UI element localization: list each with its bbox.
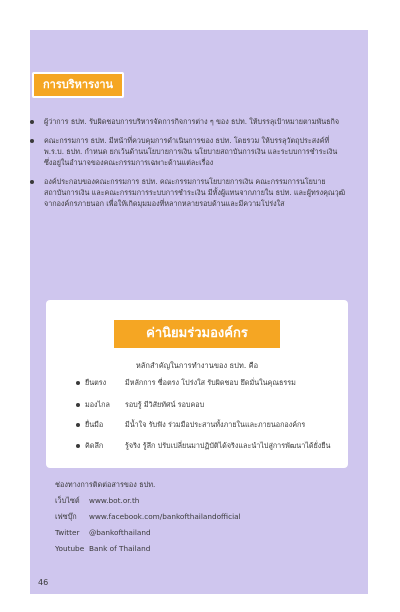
value-description: มีหลักการ ซื่อตรง โปร่งใส รับผิดชอบ ยึดมั่นในคุณธรรม [125, 378, 296, 387]
value-name: ยืนตรง [85, 378, 107, 387]
bullet-dot-icon [76, 444, 80, 448]
bullet-dot-icon [76, 403, 80, 407]
contact-row-twitter [55, 525, 241, 541]
bullet-text: องค์ประกอบของคณะกรรมการ ธปท. คณะกรรมการนโยบายการเงิน คณะกรรมการนโยบายสถาบันการเงิน และคณะกรรมการระบบการชำระเงิน มีทั้งผู้แทนจากภายใน ธปท. และผู้ทรงคุณวุฒิจากองค์กรภายนอก เพื่อให้เกิดมุมมองที่หลากหลายรอบด้านและมีความโปร่งใส [44, 177, 346, 208]
value-name: มองไกล [85, 400, 110, 409]
contact-label: Twitter [55, 528, 80, 537]
bullet-item [30, 176, 346, 209]
bullet-dot-icon [76, 381, 80, 385]
management-bullet-list [30, 116, 346, 217]
contact-link[interactable]: Bank of Thailand [89, 544, 151, 553]
page-number: 46 [38, 578, 49, 587]
bullet-item [30, 116, 346, 127]
value-description: รู้จริง รู้ลึก ปรับเปลี่ยนมาปฏิบัติได้จริงและนำไปสู่การพัฒนาได้ยั่งยืน [125, 441, 331, 450]
value-description: มีน้ำใจ รับฟัง ร่วมมือประสานทั้งภายในและภายนอกองค์กร [125, 420, 306, 429]
value-description: รอบรู้ มีวิสัยทัศน์ รอบคอบ [125, 400, 205, 409]
contact-heading: ช่องทางการติดต่อสารของ ธปท. [55, 480, 156, 489]
value-item [76, 441, 330, 451]
bullet-text: คณะกรรมการ ธปท. มีหน้าที่ควบคุมการดำเนินการของ ธปท. โดยรวม ให้บรรลุวัตถุประสงค์ที่ พ.ร.บ. ธปท. กำหนด ยกเว้นด้านนโยบายการเงิน นโยบายสถาบันการเงิน และระบบการชำระเงิน ซึ่งอยู่ในอำนาจของคณะกรรมการเฉพาะด้านแต่ละเรื่อง [44, 136, 338, 167]
contact-label: Youtube [55, 544, 85, 553]
core-values-title: ค่านิยมร่วมองค์กร [114, 320, 280, 348]
bullet-text: ผู้ว่าการ ธปท. รับผิดชอบการบริหารจัดการกิจการต่าง ๆ ของ ธปท. ให้บรรลุเป้าหมายตามพันธกิจ [44, 117, 340, 126]
bullet-item [30, 135, 346, 168]
contact-row-youtube [55, 541, 241, 557]
contact-label: เว็บไซต์ [55, 496, 80, 505]
contact-section [55, 477, 241, 557]
section-heading-management: การบริหารงาน [32, 72, 124, 98]
core-values-subtitle: หลักสำคัญในการทำงานของ ธปท. คือ [135, 361, 259, 370]
bullet-dot-icon [30, 120, 34, 124]
contact-link[interactable]: www.facebook.com/bankofthailandofficial [89, 512, 241, 521]
contact-row-facebook [55, 509, 241, 525]
value-item [76, 420, 305, 430]
core-values-card [46, 300, 348, 468]
contact-link[interactable]: www.bot.or.th [89, 496, 140, 505]
contact-link[interactable]: @bankofthailand [89, 528, 151, 537]
bullet-dot-icon [30, 139, 34, 143]
value-name: คิดลึก [85, 441, 104, 450]
value-item [76, 400, 204, 410]
bullet-dot-icon [76, 423, 80, 427]
contact-row-website [55, 493, 241, 509]
bullet-dot-icon [30, 180, 34, 184]
contact-label: เฟซบุ๊ก [55, 512, 77, 521]
value-name: ยื่นมือ [85, 420, 104, 429]
value-item [76, 378, 296, 388]
